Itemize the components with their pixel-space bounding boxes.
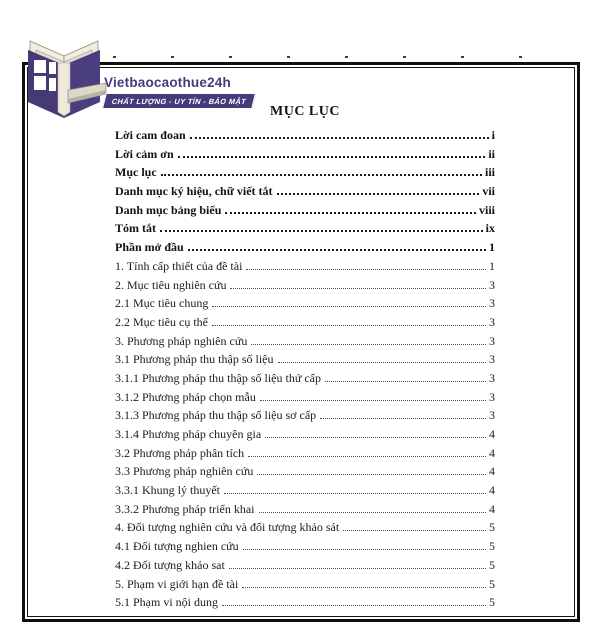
brand-logo	[20, 38, 248, 122]
toc-dot-leader	[178, 146, 486, 158]
toc-entry-page-number: 4	[489, 445, 495, 460]
toc-entry-page-number: 5	[489, 520, 495, 535]
toc-entry-label: Danh mục ký hiệu, chữ viết tắt	[115, 184, 273, 199]
toc-row	[115, 501, 495, 520]
toc-entry-label: Lời cam đoan	[115, 128, 186, 142]
toc-entry-page-number: 3	[489, 389, 495, 404]
toc-entry-label: 3.1.3 Phương pháp thu thập số liệu sơ cấp	[115, 408, 317, 423]
toc-row	[115, 202, 495, 221]
toc-entry-page-number: 4	[489, 464, 495, 479]
toc-dot-leader	[277, 183, 480, 195]
brand-name: Vietbaocaothue24h	[104, 75, 231, 90]
toc-row	[115, 445, 495, 464]
toc-entry-page-number: 3	[489, 333, 495, 348]
toc-dot-leader	[212, 314, 486, 326]
toc-entry-label: 3.2 Phương pháp phân tích	[115, 445, 245, 460]
toc-entry-label: 3.3.2 Phương pháp triển khai	[115, 501, 255, 516]
toc-row	[115, 576, 495, 595]
toc-dot-leader	[320, 407, 486, 419]
toc-row	[115, 519, 495, 538]
toc-dot-leader	[278, 351, 486, 363]
toc-entry-page-number: 4	[489, 501, 495, 516]
toc-row	[115, 407, 495, 426]
toc-row	[115, 183, 495, 202]
toc-row	[115, 594, 495, 613]
toc-entry-page-number: 3	[489, 408, 495, 423]
toc-dot-leader	[212, 295, 486, 307]
toc-entry-page-number: 4	[489, 427, 495, 441]
toc-row	[115, 295, 495, 314]
toc-entry-page-number: 3	[489, 296, 495, 311]
toc-row	[115, 557, 495, 576]
document-page	[22, 62, 580, 622]
toc-row	[115, 164, 495, 183]
toc-entry-page-number: 5	[489, 595, 495, 610]
toc-entry-label: Lời cảm ơn	[115, 146, 174, 161]
toc-dot-leader	[248, 445, 486, 457]
toc-entry-page-number: iii	[484, 165, 495, 180]
page-content	[25, 65, 577, 613]
toc-entry-page-number: i	[491, 128, 495, 142]
toc-dot-leader	[222, 594, 486, 606]
toc-row	[115, 314, 495, 333]
toc-entry-label: 3.1.4 Phương pháp chuyên gia	[115, 427, 262, 441]
toc-row	[115, 426, 495, 445]
toc-entry-label: 4.2 Đối tượng khảo sat	[115, 557, 225, 572]
toc-dot-leader	[190, 127, 489, 139]
toc-row	[115, 239, 495, 258]
toc-entry-label: 2.1 Mục tiêu chung	[115, 296, 209, 311]
toc-entry-label: 3. Phương pháp nghiên cứu	[115, 333, 248, 348]
toc-entry-page-number: viii	[478, 202, 495, 217]
toc-row	[115, 333, 495, 352]
open-book-icon	[20, 38, 108, 122]
toc-dot-leader	[243, 538, 486, 550]
toc-entry-page-number: 3	[489, 277, 495, 292]
toc-dot-leader	[160, 220, 483, 232]
toc-entry-page-number: ix	[485, 221, 495, 236]
toc-dot-leader	[260, 389, 486, 401]
toc-dot-leader	[325, 370, 486, 382]
toc-row	[115, 370, 495, 389]
toc-dot-leader	[257, 463, 486, 475]
toc-dot-leader	[224, 482, 486, 494]
toc-entry-label: 4. Đối tượng nghiên cứu và đối tượng khảo sát	[115, 520, 340, 535]
toc-entry-label: 3.3.1 Khung lý thuyết	[115, 483, 220, 498]
toc-dot-leader	[246, 258, 486, 270]
toc-dot-leader	[188, 239, 486, 251]
page-title: MỤC LỤC	[270, 104, 340, 119]
toc-entry-page-number: 5	[489, 576, 495, 591]
toc-entry-page-number: 5	[489, 539, 495, 554]
toc-dot-leader	[259, 501, 487, 513]
toc-dot-leader	[229, 557, 486, 569]
toc-row	[115, 482, 495, 501]
toc-dot-leader	[225, 202, 476, 214]
toc-entry-page-number: ii	[488, 146, 495, 161]
toc-dot-leader	[265, 426, 486, 438]
toc-entry-label: 1. Tính cấp thiết của đề tài	[115, 258, 243, 273]
toc-entry-page-number: 3	[489, 370, 495, 385]
toc-entry-label: 5. Phạm vi giới hạn đề tài	[115, 576, 239, 591]
toc-dot-leader	[251, 333, 486, 345]
toc-entry-label: 3.1 Phương pháp thu thập số liệu	[115, 352, 274, 367]
toc-row	[115, 277, 495, 296]
brand-tagline-ribbon	[102, 93, 256, 109]
toc-entry-label: 3.3 Phương pháp nghiên cứu	[115, 464, 254, 479]
toc-entry-label: 3.1.2 Phương pháp chọn mẫu	[115, 389, 256, 404]
toc-entry-label: 2.2 Mục tiêu cụ thể	[115, 314, 208, 329]
toc-dot-leader	[230, 277, 486, 289]
toc-entry-page-number: 3	[489, 352, 495, 367]
toc-row	[115, 538, 495, 557]
toc-dot-leader	[343, 519, 486, 531]
toc-entry-page-number: 1	[489, 240, 495, 255]
toc-row	[115, 220, 495, 239]
toc-dot-leader	[161, 164, 482, 176]
toc-row	[115, 351, 495, 370]
toc-list	[115, 127, 495, 613]
toc-row	[115, 146, 495, 165]
toc-entry-label: Danh mục bảng biểu	[115, 202, 222, 217]
toc-dot-leader	[242, 576, 486, 588]
toc-entry-page-number: 5	[489, 557, 495, 572]
toc-row	[115, 389, 495, 408]
toc-entry-label: 5.1 Phạm vi nội dung	[115, 595, 219, 610]
toc-entry-label: Mục lục	[115, 165, 157, 180]
toc-entry-label: Tóm tắt	[115, 221, 156, 236]
toc-entry-label: 4.1 Đối tượng nghien cứu	[115, 539, 239, 554]
toc-entry-page-number: 4	[489, 483, 495, 498]
brand-tagline: CHẤT LƯỢNG - UY TÍN - BẢO MẬT	[110, 96, 248, 106]
toc-entry-label: 3.1.1 Phương pháp thu thập số liệu thứ cấp	[115, 370, 321, 385]
toc-entry-page-number: 1	[489, 258, 495, 273]
toc-row	[115, 463, 495, 482]
toc-entry-label: Phần mở đầu	[115, 240, 184, 255]
toc-entry-page-number: vii	[482, 184, 495, 199]
toc-row	[115, 258, 495, 277]
toc-entry-page-number: 3	[489, 314, 495, 329]
toc-row	[115, 127, 495, 146]
toc-entry-label: 2. Mục tiêu nghiên cứu	[115, 277, 227, 292]
